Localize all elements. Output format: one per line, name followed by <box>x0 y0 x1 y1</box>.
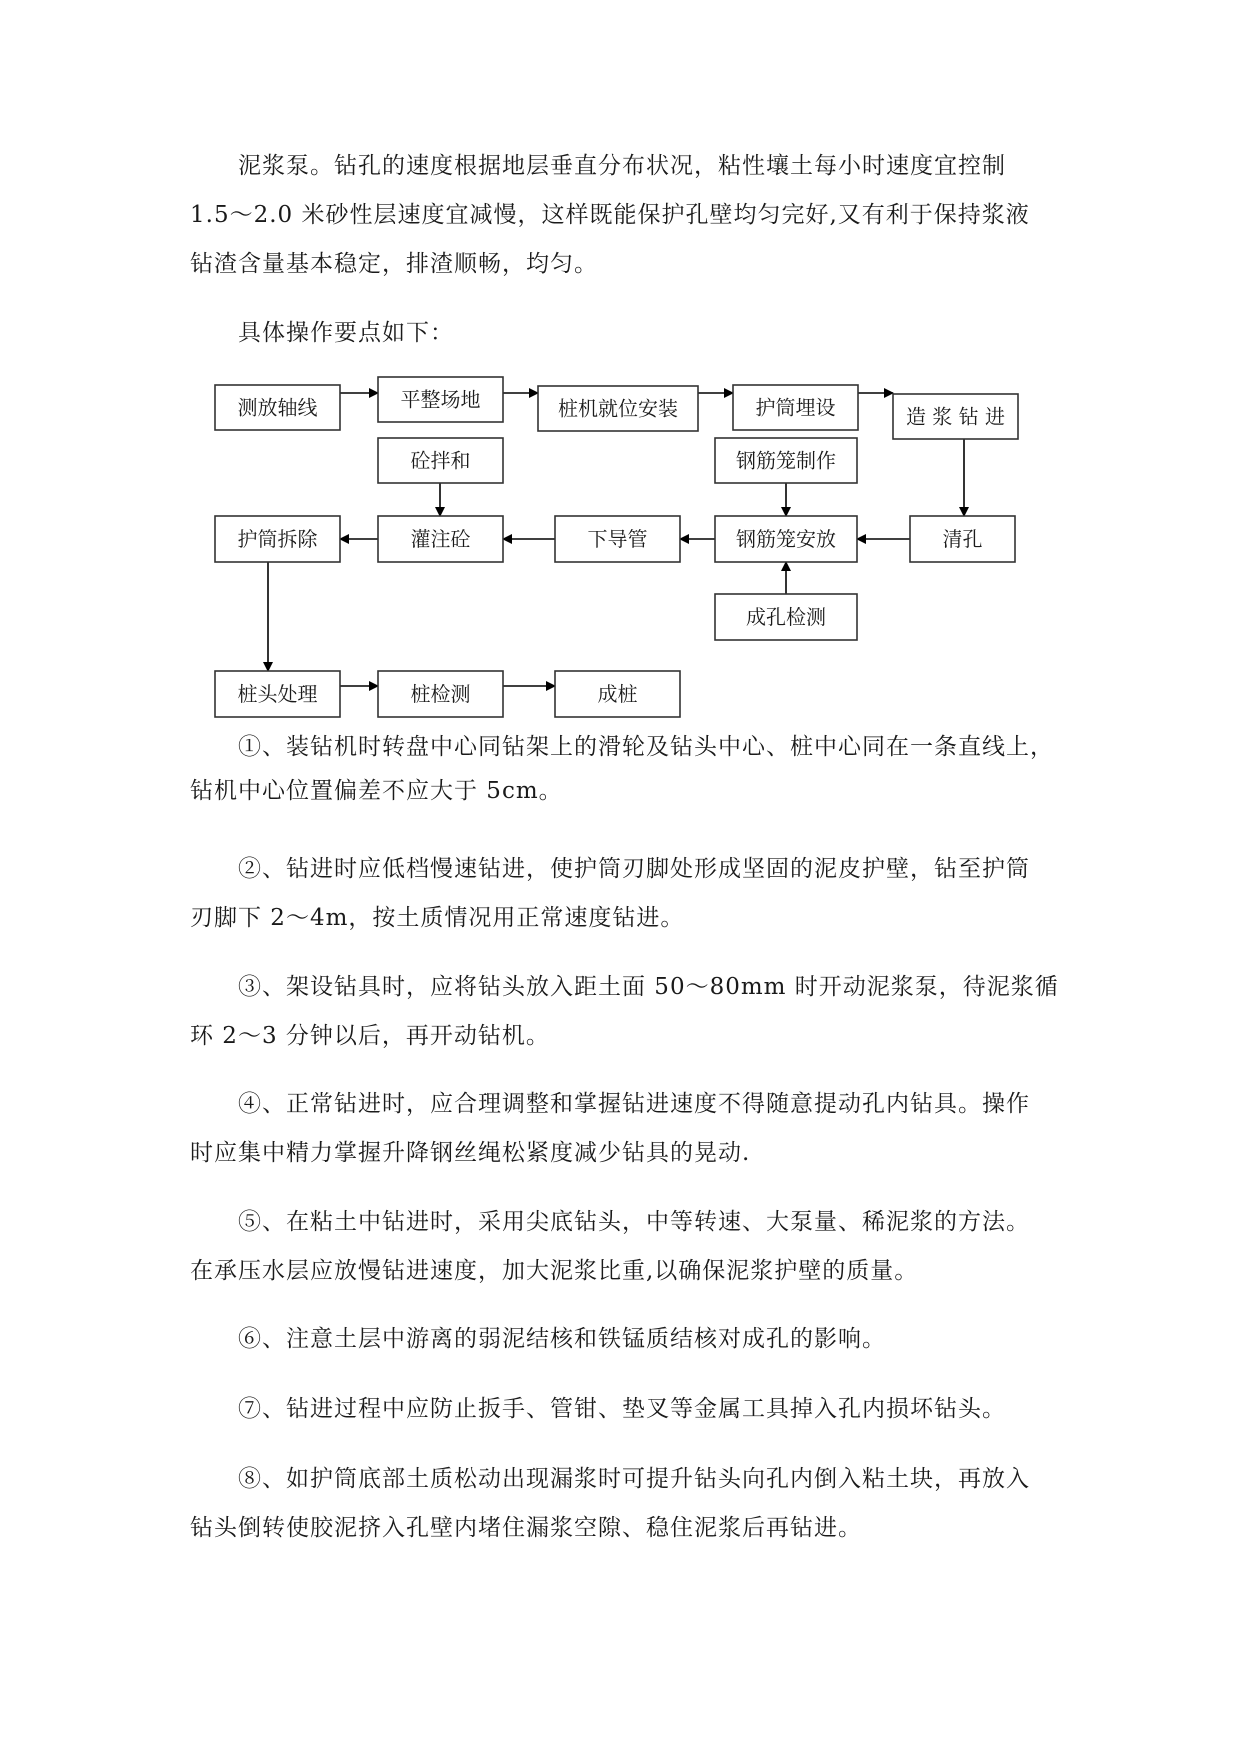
item-4 <box>190 1080 1070 1178</box>
item-2-line-1: ②、钻进时应低档慢速钻进，使护筒刃脚处形成坚固的泥皮护壁，钻至护筒 <box>238 856 1030 882</box>
flow-node-n16 <box>555 671 680 717</box>
flow-node-label: 桩检测 <box>410 682 471 706</box>
flow-node-label: 砼拌和 <box>410 448 471 473</box>
item-3-line-1: ③、架设钻具时，应将钻头放入距土面 50～80mm 时开动泥浆泵，待泥浆循 <box>238 974 1059 1000</box>
flowchart-nodes <box>215 377 1018 717</box>
flow-node-label: 造 浆 钻 进 <box>905 404 1006 429</box>
item-5-line-1: ⑤、在粘土中钻进时，采用尖底钻头，中等转速、大泵量、稀泥浆的方法。 <box>238 1209 1030 1235</box>
flow-node-n2 <box>378 377 503 422</box>
flow-node-n11 <box>715 516 857 562</box>
item-4-line-1: ④、正常钻进时，应合理调整和掌握钻进速度不得随意提动孔内钻具。操作 <box>238 1091 1030 1117</box>
flow-node-n10 <box>555 516 680 562</box>
item-7 <box>190 1385 1070 1434</box>
item-1 <box>190 767 1070 816</box>
item-3 <box>190 963 1070 1061</box>
flow-node-n1 <box>215 385 340 430</box>
flow-node-label: 护筒拆除 <box>237 527 318 551</box>
flow-node-label: 灌注砼 <box>410 527 471 551</box>
item-7-line-1: ⑦、钻进过程中应防止扳手、管钳、垫叉等金属工具掉入孔内损坏钻头。 <box>238 1396 1006 1422</box>
flow-node-label: 测放轴线 <box>237 395 318 420</box>
item-1-line-2: 钻机中心位置偏差不应大于 5cm。 <box>190 778 563 804</box>
flow-node-n15 <box>378 671 503 717</box>
flow-node-n8 <box>215 516 340 562</box>
flow-node-n7 <box>715 438 857 483</box>
flow-node-label: 桩头处理 <box>237 682 318 706</box>
flow-node-n9 <box>378 516 503 562</box>
intro-line-2: 1.5～2.0 米砂性层速度宜减慢，这样既能保护孔壁均匀完好,又有利于保持浆液 <box>190 202 1030 228</box>
item-4-line-2: 时应集中精力掌握升降钢丝绳松紧度减少钻具的晃动. <box>190 1140 751 1166</box>
item-2 <box>190 845 1070 943</box>
flow-node-n12 <box>910 516 1015 562</box>
flow-node-label: 钢筋笼安放 <box>736 527 836 551</box>
flow-node-label: 成桩 <box>597 682 638 706</box>
flow-node-n4 <box>733 385 858 430</box>
flow-node-n3 <box>538 386 698 431</box>
process-flowchart <box>0 0 1241 740</box>
flow-node-label: 下导管 <box>587 527 648 551</box>
intro-line-1: 泥浆泵。钻孔的速度根据地层垂直分布状况，粘性壤土每小时速度宜控制 <box>238 153 1006 179</box>
flow-node-label: 清孔 <box>942 527 983 551</box>
item-5-line-2: 在承压水层应放慢钻进速度，加大泥浆比重,以确保泥浆护壁的质量。 <box>190 1258 919 1284</box>
item-8-line-1: ⑧、如护筒底部土质松动出现漏浆时可提升钻头向孔内倒入粘土块，再放入 <box>238 1466 1030 1492</box>
lead-line: 具体操作要点如下： <box>238 320 454 346</box>
flow-node-label: 平整场地 <box>400 387 481 412</box>
flow-node-n14 <box>215 671 340 717</box>
item-8 <box>190 1455 1070 1553</box>
item-8-line-2: 钻头倒转使胶泥挤入孔壁内堵住漏浆空隙、稳住泥浆后再钻进。 <box>190 1515 862 1541</box>
flow-node-n5 <box>893 394 1018 439</box>
item-6 <box>190 1315 1070 1364</box>
item-2-line-2: 刃脚下 2～4m，按土质情况用正常速度钻进。 <box>190 905 685 931</box>
item-6-line-1: ⑥、注意土层中游离的弱泥结核和铁锰质结核对成孔的影响。 <box>238 1326 886 1352</box>
item-3-line-2: 环 2～3 分钟以后，再开动钻机。 <box>190 1023 550 1049</box>
flow-node-label: 护筒埋设 <box>755 395 836 420</box>
flow-node-n13 <box>715 594 857 640</box>
flow-node-label: 钢筋笼制作 <box>736 448 836 473</box>
flow-node-n6 <box>378 438 503 483</box>
intro-line-3: 钻渣含量基本稳定，排渣顺畅，均匀。 <box>190 251 598 277</box>
item-1-first-line: ①、装钻机时转盘中心同钻架上的滑轮及钻头中心、桩中心同在一条直线上， <box>238 734 1054 760</box>
flow-node-label: 桩机就位安装 <box>558 396 678 421</box>
item-5 <box>190 1198 1070 1296</box>
flow-node-label: 成孔检测 <box>746 605 826 629</box>
